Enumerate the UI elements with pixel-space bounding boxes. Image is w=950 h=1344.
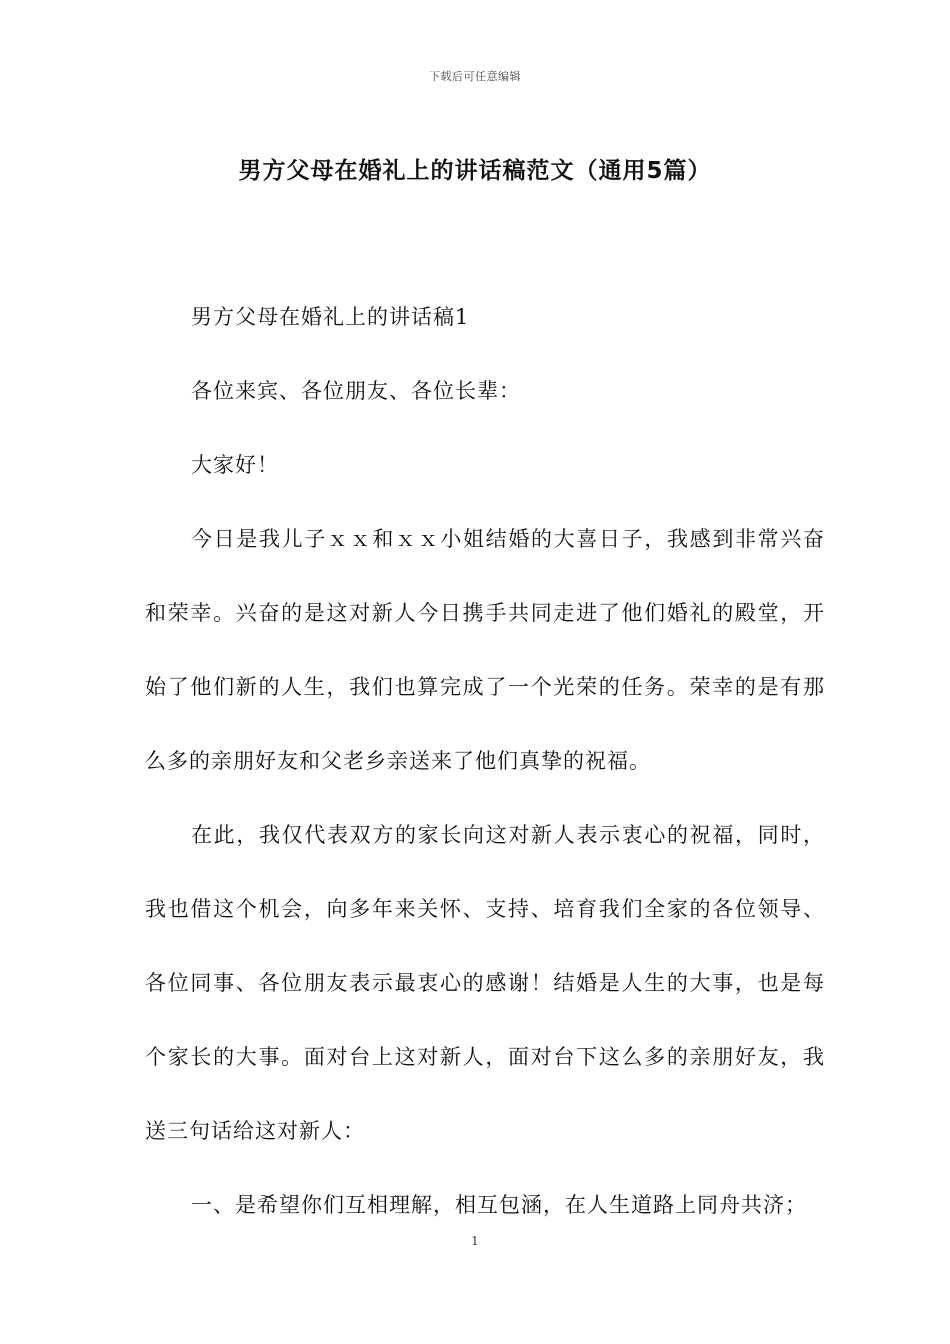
document-body bbox=[145, 280, 825, 1242]
body-paragraph: 今日是我儿子ｘｘ和ｘｘ小姐结婚的大喜日子，我感到非常兴奋和荣幸。兴奋的是这对新人今日携手共同走进了他们婚礼的殿堂，开始了他们新的人生，我们也算完成了一个光荣的任务。荣幸的是有那么多的亲朋好友和父老乡亲送来了他们真挚的祝福。 bbox=[145, 527, 825, 773]
page-number: 1 bbox=[471, 1234, 479, 1248]
body-paragraph: 一、是希望你们互相理解，相互包涵，在人生道路上同舟共济； bbox=[191, 1193, 807, 1217]
body-paragraph: 在此，我仅代表双方的家长向这对新人表示衷心的祝福，同时，我也借这个机会，向多年来关怀、支持、培育我们全家的各位领导、各位同事、各位朋友表示最衷心的感谢！结婚是人生的大事，也是每个家长的大事。面对台上这对新人，面对台下这么多的亲朋好友，我送三句话给这对新人： bbox=[145, 823, 825, 1143]
document-title: 男方父母在婚礼上的讲话稿范文（通用5篇） bbox=[238, 158, 712, 184]
salutation: 各位来宾、各位朋友、各位长辈： bbox=[191, 379, 521, 403]
speech-heading: 男方父母在婚礼上的讲话稿1 bbox=[191, 305, 470, 329]
header-note: 下载后可任意编辑 bbox=[429, 70, 521, 83]
greeting: 大家好！ bbox=[191, 453, 279, 477]
